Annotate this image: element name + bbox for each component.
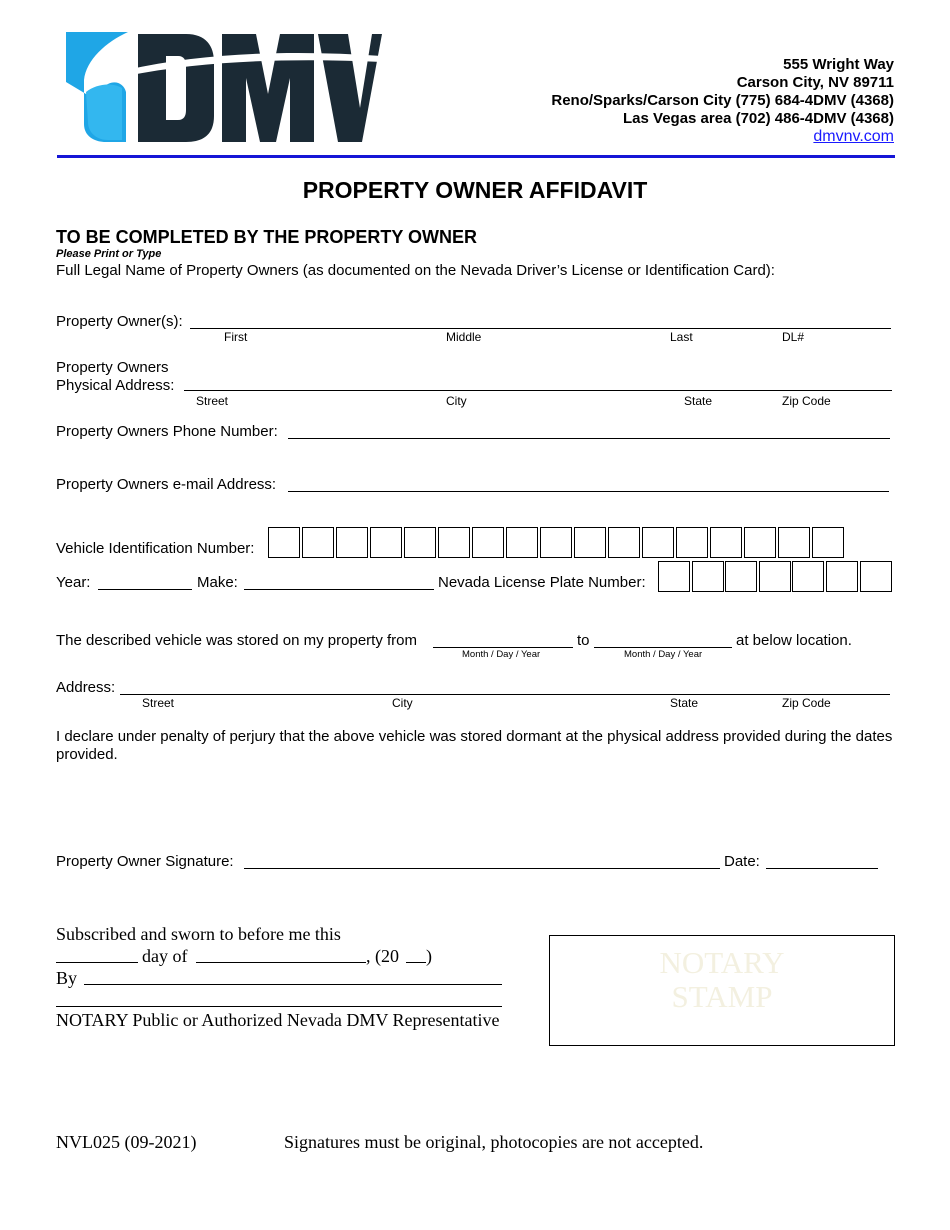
storage-to-date-field[interactable] xyxy=(594,633,732,648)
signature-field[interactable] xyxy=(244,854,720,869)
vin-char-box[interactable] xyxy=(404,527,436,558)
stamp-placeholder-line2: STAMP xyxy=(671,979,773,1014)
storage-text-end: at below location. xyxy=(736,632,852,649)
vin-char-box[interactable] xyxy=(302,527,334,558)
physical-address-field[interactable] xyxy=(184,376,892,391)
vin-char-box[interactable] xyxy=(642,527,674,558)
vin-char-box[interactable] xyxy=(778,527,810,558)
signature-label: Property Owner Signature: xyxy=(56,853,234,870)
owner-first-caption: First xyxy=(224,330,248,344)
section-heading: TO BE COMPLETED BY THE PROPERTY OWNER xyxy=(56,227,478,247)
make-field[interactable] xyxy=(244,575,434,590)
phone-las-vegas: Las Vegas area (702) 486-4DMV (4368) xyxy=(623,110,894,127)
property-owner-label: Property Owner(s): xyxy=(56,313,183,330)
physical-state-caption: State xyxy=(684,394,713,408)
header-rule xyxy=(57,155,895,158)
dmv-logo xyxy=(66,32,382,144)
year-field[interactable] xyxy=(98,575,192,590)
plate-char-box[interactable] xyxy=(658,561,690,592)
sworn-year-field[interactable] xyxy=(406,948,426,963)
plate-char-box[interactable] xyxy=(792,561,824,592)
plate-label: Nevada License Plate Number: xyxy=(438,574,646,591)
email-label: Property Owners e-mail Address: xyxy=(56,476,277,493)
year-prefix-text: , (20 xyxy=(366,946,399,966)
address-city: Carson City, NV 89711 xyxy=(736,74,894,91)
agency-address-block xyxy=(551,56,894,146)
physical-zip-caption: Zip Code xyxy=(782,394,831,408)
owner-last-caption: Last xyxy=(670,330,693,344)
vin-char-box[interactable] xyxy=(370,527,402,558)
vin-char-box[interactable] xyxy=(506,527,538,558)
legal-name-instruction: Full Legal Name of Property Owners (as documented on the Nevada Driver’s License or Identification Card): xyxy=(56,262,775,279)
from-date-hint: Month / Day / Year xyxy=(462,649,541,660)
vin-char-box[interactable] xyxy=(438,527,470,558)
storage-from-date-field[interactable] xyxy=(433,633,573,648)
physical-address-label-2: Physical Address: xyxy=(56,377,175,394)
location-state-caption: State xyxy=(670,696,699,710)
make-label: Make: xyxy=(197,574,238,591)
property-owner-field[interactable] xyxy=(190,314,891,329)
vin-char-box[interactable] xyxy=(608,527,640,558)
vin-char-box[interactable] xyxy=(540,527,572,558)
stamp-placeholder-line1: NOTARY xyxy=(659,945,785,980)
storage-to-word: to xyxy=(577,632,590,649)
storage-text-start: The described vehicle was stored on my property from xyxy=(56,632,417,649)
dmv-logo-graphic xyxy=(66,32,382,144)
vin-char-box[interactable] xyxy=(744,527,776,558)
notary-signature-field[interactable] xyxy=(56,990,502,1007)
vin-char-box[interactable] xyxy=(268,527,300,558)
sworn-month-field[interactable] xyxy=(196,948,366,963)
location-street-caption: Street xyxy=(142,696,175,710)
year-label: Year: xyxy=(56,574,91,591)
signature-date-field[interactable] xyxy=(766,854,878,869)
owner-middle-caption: Middle xyxy=(446,330,482,344)
signature-date-label: Date: xyxy=(724,853,760,870)
form-id: NVL025 (09-2021) xyxy=(56,1132,197,1152)
phone-reno: Reno/Sparks/Carson City (775) 684-4DMV (4368) xyxy=(551,92,894,109)
location-zip-caption: Zip Code xyxy=(782,696,831,710)
vin-char-box[interactable] xyxy=(472,527,504,558)
location-city-caption: City xyxy=(392,696,413,710)
vin-char-box[interactable] xyxy=(676,527,708,558)
sworn-statement: Subscribed and sworn to before me this xyxy=(56,924,341,944)
notary-caption: NOTARY Public or Authorized Nevada DMV Representative xyxy=(56,1010,500,1030)
vin-char-box[interactable] xyxy=(812,527,844,558)
vin-char-box[interactable] xyxy=(336,527,368,558)
address-street: 555 Wright Way xyxy=(783,56,894,73)
form-title: PROPERTY OWNER AFFIDAVIT xyxy=(302,177,648,203)
physical-city-caption: City xyxy=(446,394,467,408)
physical-address-label-1: Property Owners xyxy=(56,359,169,376)
sworn-day-field[interactable] xyxy=(56,948,138,963)
perjury-declaration: I declare under penalty of perjury that the above vehicle was stored dormant at the physical address provided during the dates provided. xyxy=(56,728,893,763)
plate-char-box[interactable] xyxy=(692,561,724,592)
year-suffix-text: ) xyxy=(426,946,432,966)
notary-by-field[interactable] xyxy=(84,970,502,985)
phone-field[interactable] xyxy=(288,424,890,439)
vin-char-box[interactable] xyxy=(710,527,742,558)
plate-char-box[interactable] xyxy=(759,561,791,592)
location-address-label: Address: xyxy=(56,679,116,696)
vin-char-box[interactable] xyxy=(574,527,606,558)
plate-char-box[interactable] xyxy=(826,561,858,592)
day-of-text: day of xyxy=(142,946,188,966)
website-link[interactable]: dmvnv.com xyxy=(813,128,894,145)
print-note: Please Print or Type xyxy=(56,248,162,260)
physical-street-caption: Street xyxy=(196,394,229,408)
signature-notice: Signatures must be original, photocopies are not accepted. xyxy=(284,1132,704,1152)
vin-label: Vehicle Identification Number: xyxy=(56,540,255,557)
plate-char-box[interactable] xyxy=(725,561,757,592)
phone-label: Property Owners Phone Number: xyxy=(56,423,278,440)
plate-char-box[interactable] xyxy=(860,561,892,592)
to-date-hint: Month / Day / Year xyxy=(624,649,703,660)
owner-dl-caption: DL# xyxy=(782,330,805,344)
notary-stamp-box xyxy=(549,935,895,1046)
email-field[interactable] xyxy=(288,477,889,492)
by-text: By xyxy=(56,968,78,988)
location-address-field[interactable] xyxy=(120,680,890,695)
